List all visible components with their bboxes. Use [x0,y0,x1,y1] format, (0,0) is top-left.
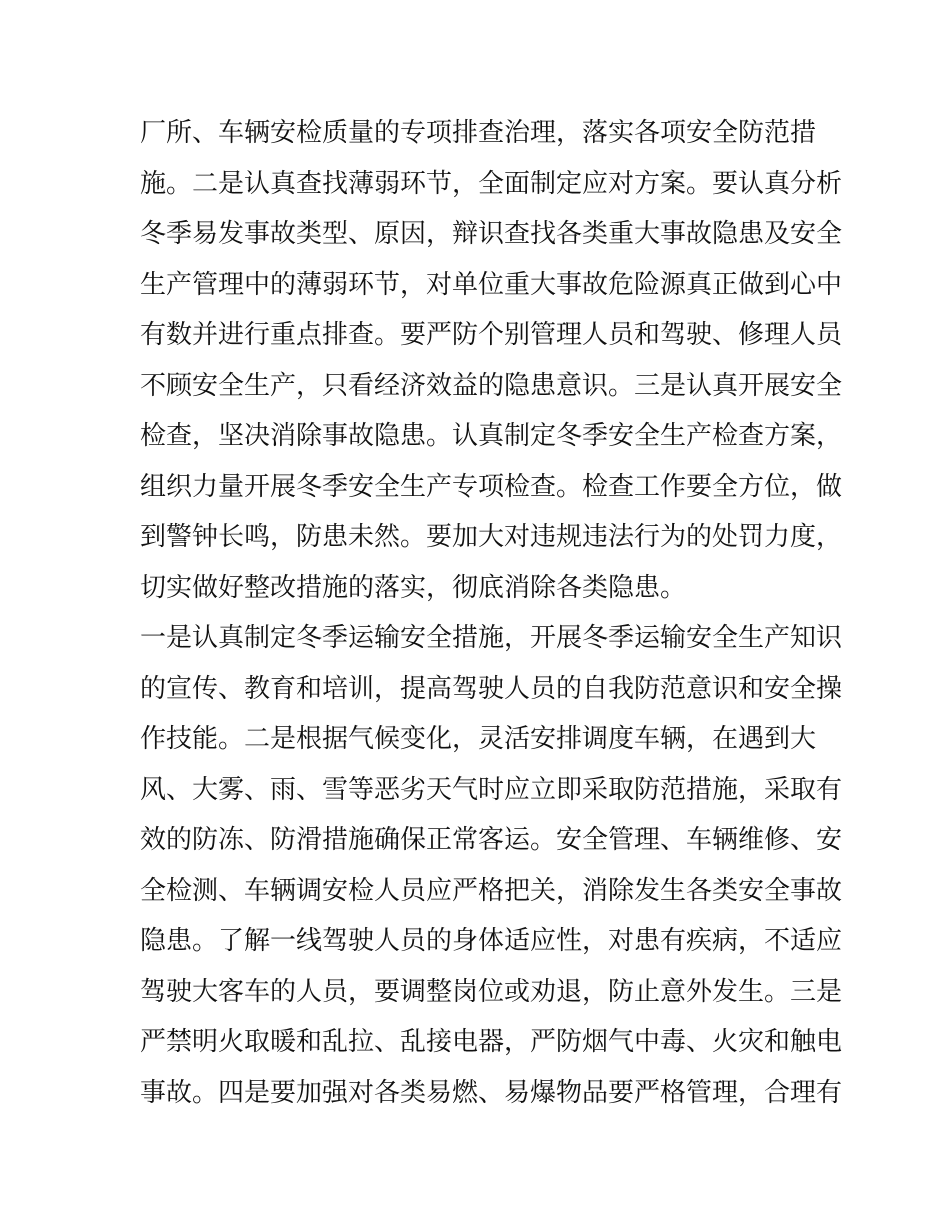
text-line: 风、大雾、雨、雪等恶劣天气时应立即采取防范措施，采取有 [140,774,843,805]
text-line: 驾驶大客车的人员，要调整岗位或劝退，防止意外发生。三是 [140,976,843,1007]
text-line: 检查，坚决消除事故隐患。认真制定冬季安全生产检查方案， [140,421,843,451]
text-line: 切实做好整改措施的落实，彻底消除各类隐患。 [140,572,687,603]
text-line: 作技能。二是根据气候变化，灵活安排调度车辆，在遇到大 [140,724,817,754]
text-line: 冬季易发事故类型、原因，辩识查找各类重大事故隐患及安全 [140,219,843,249]
text-line: 厂所、车辆安检质量的专项排查治理，落实各项安全防范措 [140,118,817,148]
text-line: 隐患。了解一线驾驶人员的身体适应性，对患有疾病，不适应 [140,926,843,956]
text-line: 不顾安全生产，只看经济效益的隐患意识。三是认真开展安全 [140,370,843,401]
text-line: 全检测、车辆调安检人员应严格把关，消除发生各类安全事故 [140,875,843,906]
text-line: 生产管理中的薄弱环节，对单位重大事故危险源真正做到心中 [140,269,843,300]
text-line: 事故。四是要加强对各类易燃、易爆物品要严格管理，合理有 [140,1077,843,1108]
text-line: 组织力量开展冬季安全生产专项检查。检查工作要全方位，做 [140,471,843,502]
text-line: 严禁明火取暖和乱拉、乱接电器，严防烟气中毒、火灾和触电 [140,1027,843,1057]
text-line: 的宣传、教育和培训，提高驾驶人员的自我防范意识和安全操 [140,673,843,704]
text-line: 一是认真制定冬季运输安全措施，开展冬季运输安全生产知识 [140,623,843,653]
text-line: 施。二是认真查找薄弱环节，全面制定应对方案。要认真分析 [140,168,843,199]
text-line: 有数并进行重点排查。要严防个别管理人员和驾驶、修理人员 [140,320,843,350]
text-line: 到警钟长鸣，防患未然。要加大对违规违法行为的处罚力度， [140,522,843,552]
body-text [140,108,843,1118]
text-line: 效的防冻、防滑措施确保正常客运。安全管理、车辆维修、安 [140,825,843,855]
